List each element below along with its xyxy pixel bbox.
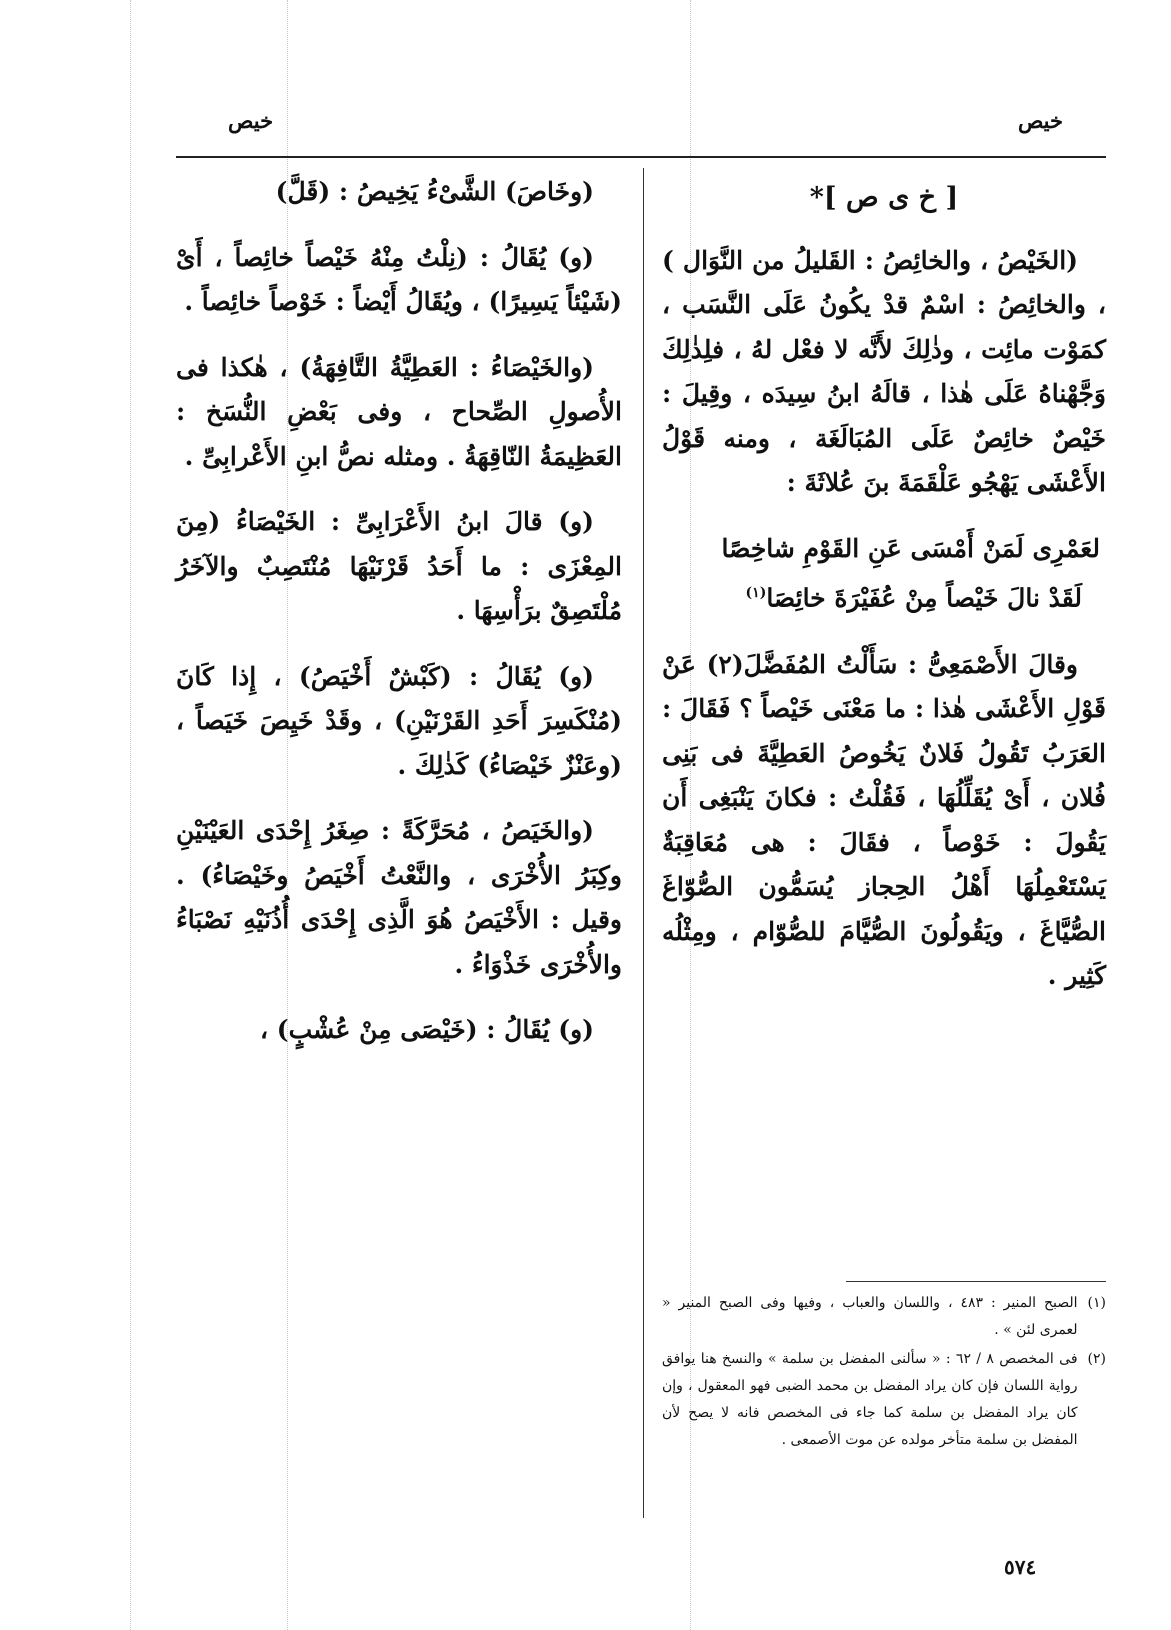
verse-line-2 <box>662 571 1100 621</box>
entry-paragraph: (والخَيْصَاءُ : العَطِيَّةُ التَّافِهَةُ) ، هٰكذا فى الأُصولِ الصِّحاح ، وفى بَعْضِ النُّسَخ : العَظِيمَةُ النّاقِهَةُ . ومثله نصُّ ابنِ الأَعْرابِىِّ . <box>176 352 622 471</box>
entry-paragraph: (وخَاصَ) الشَّىْءُ يَخِيصُ : (قَلَّ) <box>275 177 594 206</box>
entry-paragraph: (و) يُقَالُ : (نِلْتُ مِنْهُ خَيْصاً خائِصاً ، أَىْ (شَيْئاً يَسِيرًا) ، ويُقَالُ أَيْضاً : خَوْصاً خائِصاً . <box>176 242 622 316</box>
entry-paragraph: وقالَ الأَصْمَعِىُّ : سَأَلْتُ المُفَضَّلَ(٢) عَنْ قَوْلِ الأَعْشَى هٰذا : ما مَعْنَى خَيْصاً ؟ فَقَالَ : العَرَبُ تَقُولُ فَلانٌ يَخُوصُ العَطِيَّةَ فى بَنِى فُلان ، أَىْ يُقَلِّلُهَا ، فَقُلْتُ : فكانَ يَنْبَغِى أَن يَقُولَ : خَوْصاً ، فقَالَ : هى مُعَاقِبَةٌ يَسْتَعْمِلُهَا أَهْلُ الحِجاز يُسَمُّون الصُّوّاغَ الصُّيَّاغَ ، ويَقُولُونَ الصُّيَّامَ للصُّوّام ، ومِثْلُه كَثِير . <box>662 649 1106 991</box>
entry-paragraph: (و) يُقَالُ : (كَبْشٌ أَخْيَصُ) ، إِذا كَانَ (مُنْكَسِرَ أَحَدِ القَرْنَيْنِ) ، وقَدْ خَيِصَ خَيَصاً ، (وعَنْزٌ خَيْصَاءُ) كَذٰلِكَ . <box>176 661 622 780</box>
verse-line-1: لعَمْرِى لَمَنْ أَمْسَى عَنِ القَوْمِ شاخِصًا <box>721 533 1100 563</box>
scan-guide-line <box>130 0 131 1630</box>
footnote <box>662 1290 1106 1344</box>
header-rule <box>176 156 1106 158</box>
footnotes <box>662 1290 1106 1456</box>
root-heading: [ خ ى ص ]* <box>809 182 959 213</box>
entry-paragraph: (و) قالَ ابنُ الأَعْرَابِىِّ : الخَيْصَاءُ (مِنَ المِعْزَى : ما أَحَدُ قَرْنَيْهَا مُنْتَصِبٌ والآخَرُ مُلْتَصِقٌ برَأْسِهَا . <box>176 507 622 625</box>
footnote-number: (١) <box>1087 1295 1106 1311</box>
footnote-number: (٢) <box>1087 1351 1106 1367</box>
running-head-left: خيص <box>228 108 274 133</box>
entry-paragraph: (و) يُقَالُ : (خَيْصَى مِنْ عُشْبٍ) ، <box>260 1015 594 1044</box>
poetry-verse <box>662 527 1106 621</box>
right-column <box>662 170 1106 1020</box>
footnote-text: فى المخصص ٨ / ٦٢ : « سألنى المفضل بن سلمة » والنسخ هنا يوافق رواية اللسان فإن كان يراد المفضل بن محمد الضبى فهو المعقول ، وإن كان يراد المفضل بن سلمة كما جاء فى المخصص فانه لا يصح لأن المفضل بن سلمة متأخر مولده عن موت الأصمعى . <box>662 1351 1078 1448</box>
verse-line-2-text: لَقَدْ نالَ خَيْصاً مِنْ عُفَيْرَةَ خائِصَا <box>766 583 1082 613</box>
column-divider <box>643 168 644 1518</box>
running-head-right: خيص <box>1017 108 1063 133</box>
footnote-text: الصبح المنير : ٤٨٣ ، واللسان والعباب ، وفيها وفى الصبح المنير « لعمرى لئن » . <box>662 1295 1078 1338</box>
footnote <box>662 1346 1106 1454</box>
entry-paragraph: (الخَيْصُ ، والخائِصُ : القَليلُ من النَّوَال ) ، والخائِصُ : اسْمٌ قدْ يكُونُ عَلَى النَّسَب ، كمَوْت مائِت ، وذٰلِكَ لأَنَّه لا فعْل لهُ ، فلِذٰلِكَ وَجَّهْناهُ عَلَى هٰذا ، قالَهُ ابنُ سِيدَه ، وقِيلَ : خَيْصٌ خائِصٌ عَلَى المُبَالَغَة ، ومنه قَوْلُ الأَعْشَى يَهْجُو عَلْقَمَةَ بنَ عُلاثَةَ : <box>662 245 1106 497</box>
entry-paragraph: (والخَيَصُ ، مُحَرَّكَةً : صِغَرُ إِحْدَى العَيْنَيْنِ وكِبَرُ الأُخْرَى ، والنَّعْتُ أَخْيَصُ وخَيْصَاءُ) . وقيل : الأَخْيَصُ هُوَ الَّذِى إِحْدَى أُذُنَيْهِ نَصْبَاءُ والأُخْرَى خَذْوَاءُ . <box>176 816 622 979</box>
page-number: ٥٧٤ <box>1004 1555 1037 1579</box>
footnote-ref: (١) <box>745 585 767 601</box>
left-column <box>176 170 622 1074</box>
footnote-rule <box>846 1281 1106 1282</box>
